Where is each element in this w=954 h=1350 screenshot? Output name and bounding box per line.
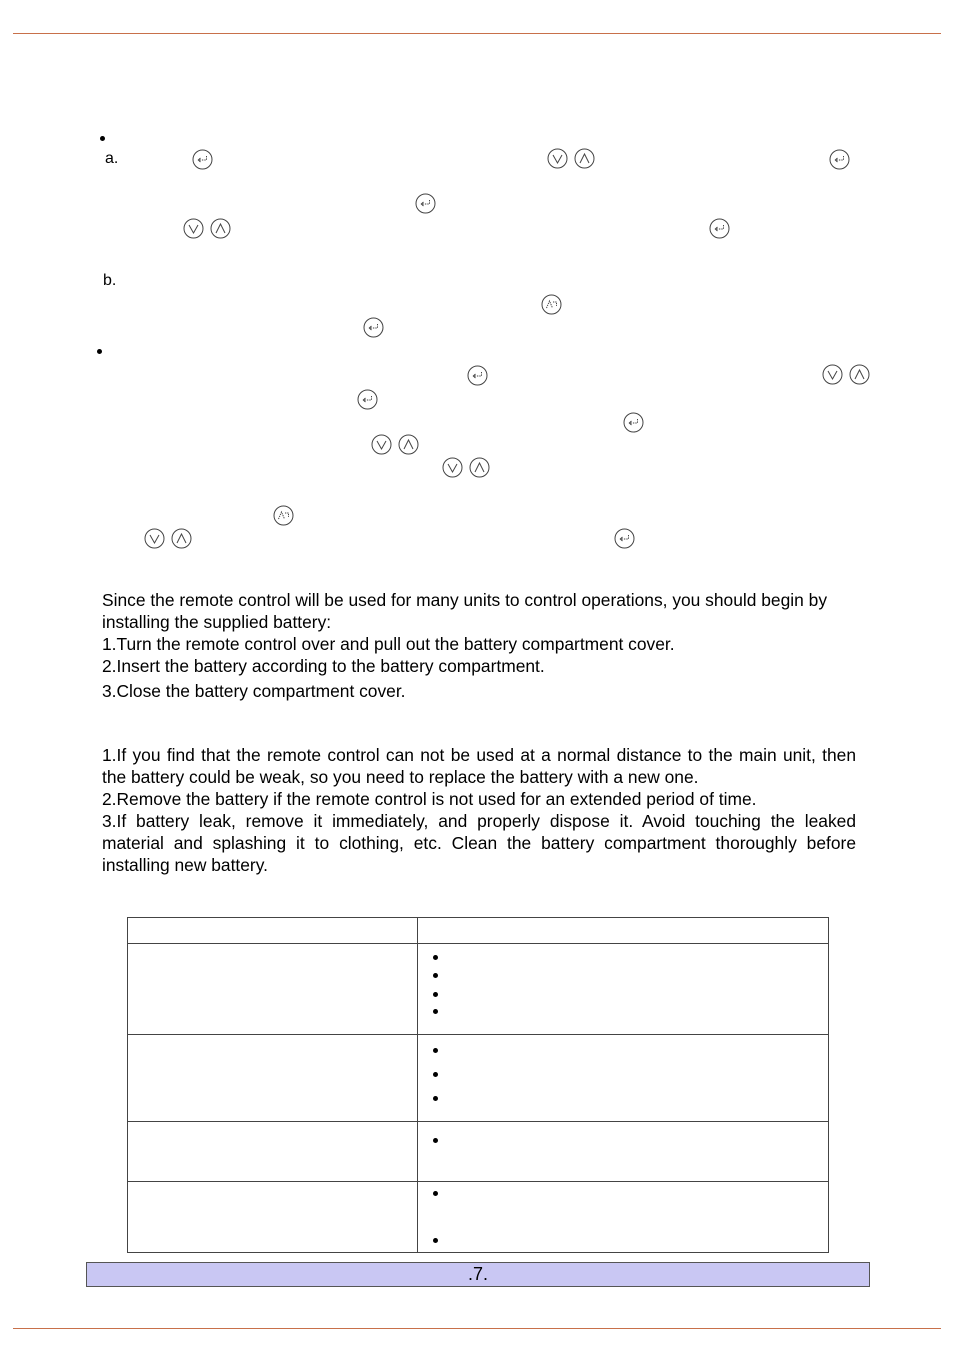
mode-icon	[273, 505, 294, 526]
page-number: .7.	[467, 1264, 488, 1284]
table-cell-problem	[128, 1035, 418, 1122]
down-arrow-icon	[442, 457, 463, 478]
table-row	[128, 1035, 829, 1122]
down-arrow-icon	[183, 218, 204, 239]
up-arrow-icon	[469, 457, 490, 478]
list-bullet	[433, 1009, 438, 1014]
enter-icon	[467, 365, 488, 386]
up-arrow-icon	[849, 364, 870, 385]
list-bullet	[433, 1048, 438, 1053]
table-header-row	[128, 918, 829, 944]
up-arrow-icon	[574, 148, 595, 169]
battery-notes-section	[102, 744, 856, 876]
list-bullet	[433, 992, 438, 997]
battery-note-1: 1.If you find that the remote control can not be used at a normal distance to the main unit, then the battery could be weak, so you need to replace the battery with a new one.	[102, 745, 856, 787]
table-cell-solution	[418, 1182, 829, 1253]
bullet-section-1	[100, 136, 105, 141]
battery-install-intro: Since the remote control will be used for many units to control operations, you should begin by installing the supplied battery:	[102, 590, 828, 632]
enter-icon	[363, 317, 384, 338]
list-bullet	[433, 1072, 438, 1077]
table-cell-problem	[128, 1122, 418, 1182]
list-bullet	[433, 1096, 438, 1101]
enter-icon	[415, 193, 436, 214]
table-cell-problem	[128, 1182, 418, 1253]
list-bullet	[433, 1238, 438, 1243]
up-arrow-icon	[210, 218, 231, 239]
page-number-band	[86, 1262, 870, 1287]
battery-install-step-3: 3.Close the battery compartment cover.	[102, 681, 406, 701]
battery-install-step-1: 1.Turn the remote control over and pull out the battery compartment cover.	[102, 634, 675, 654]
down-arrow-icon	[144, 528, 165, 549]
up-arrow-icon	[171, 528, 192, 549]
down-arrow-icon	[822, 364, 843, 385]
list-bullet	[433, 1191, 438, 1196]
header-rule	[13, 33, 941, 34]
table-row	[128, 944, 829, 1035]
enter-icon	[614, 528, 635, 549]
bullet-section-2	[97, 349, 102, 354]
troubleshooting-table	[127, 917, 829, 1253]
battery-note-3: 3.If battery leak, remove it immediately, and properly dispose it. Avoid touching the leaked material and splashing it to clothing, etc. Clean the battery compartment thoroughly before installing new battery.	[102, 811, 856, 875]
up-arrow-icon	[398, 434, 419, 455]
enter-icon	[357, 389, 378, 410]
enter-icon	[192, 149, 213, 170]
enter-icon	[709, 218, 730, 239]
battery-install-step-2: 2.Insert the battery according to the battery compartment.	[102, 656, 545, 676]
down-arrow-icon	[371, 434, 392, 455]
table-cell-solution	[418, 1035, 829, 1122]
list-bullet	[433, 1138, 438, 1143]
table-cell-solution	[418, 1122, 829, 1182]
table-cell-problem	[128, 944, 418, 1035]
list-bullet	[433, 955, 438, 960]
table-header-cell-solution	[418, 918, 829, 944]
enter-icon	[829, 149, 850, 170]
list-bullet	[433, 973, 438, 978]
table-row	[128, 1122, 829, 1182]
battery-install-section	[102, 589, 856, 702]
step-a-marker: a.	[105, 150, 119, 167]
down-arrow-icon	[547, 148, 568, 169]
table-header-cell-problem	[128, 918, 418, 944]
step-b-marker: b.	[103, 272, 117, 289]
battery-note-2: 2.Remove the battery if the remote control is not used for an extended period of time.	[102, 789, 757, 809]
table-row	[128, 1182, 829, 1253]
footer-rule	[13, 1328, 941, 1329]
mode-icon	[541, 294, 562, 315]
table-cell-solution	[418, 944, 829, 1035]
enter-icon	[623, 412, 644, 433]
